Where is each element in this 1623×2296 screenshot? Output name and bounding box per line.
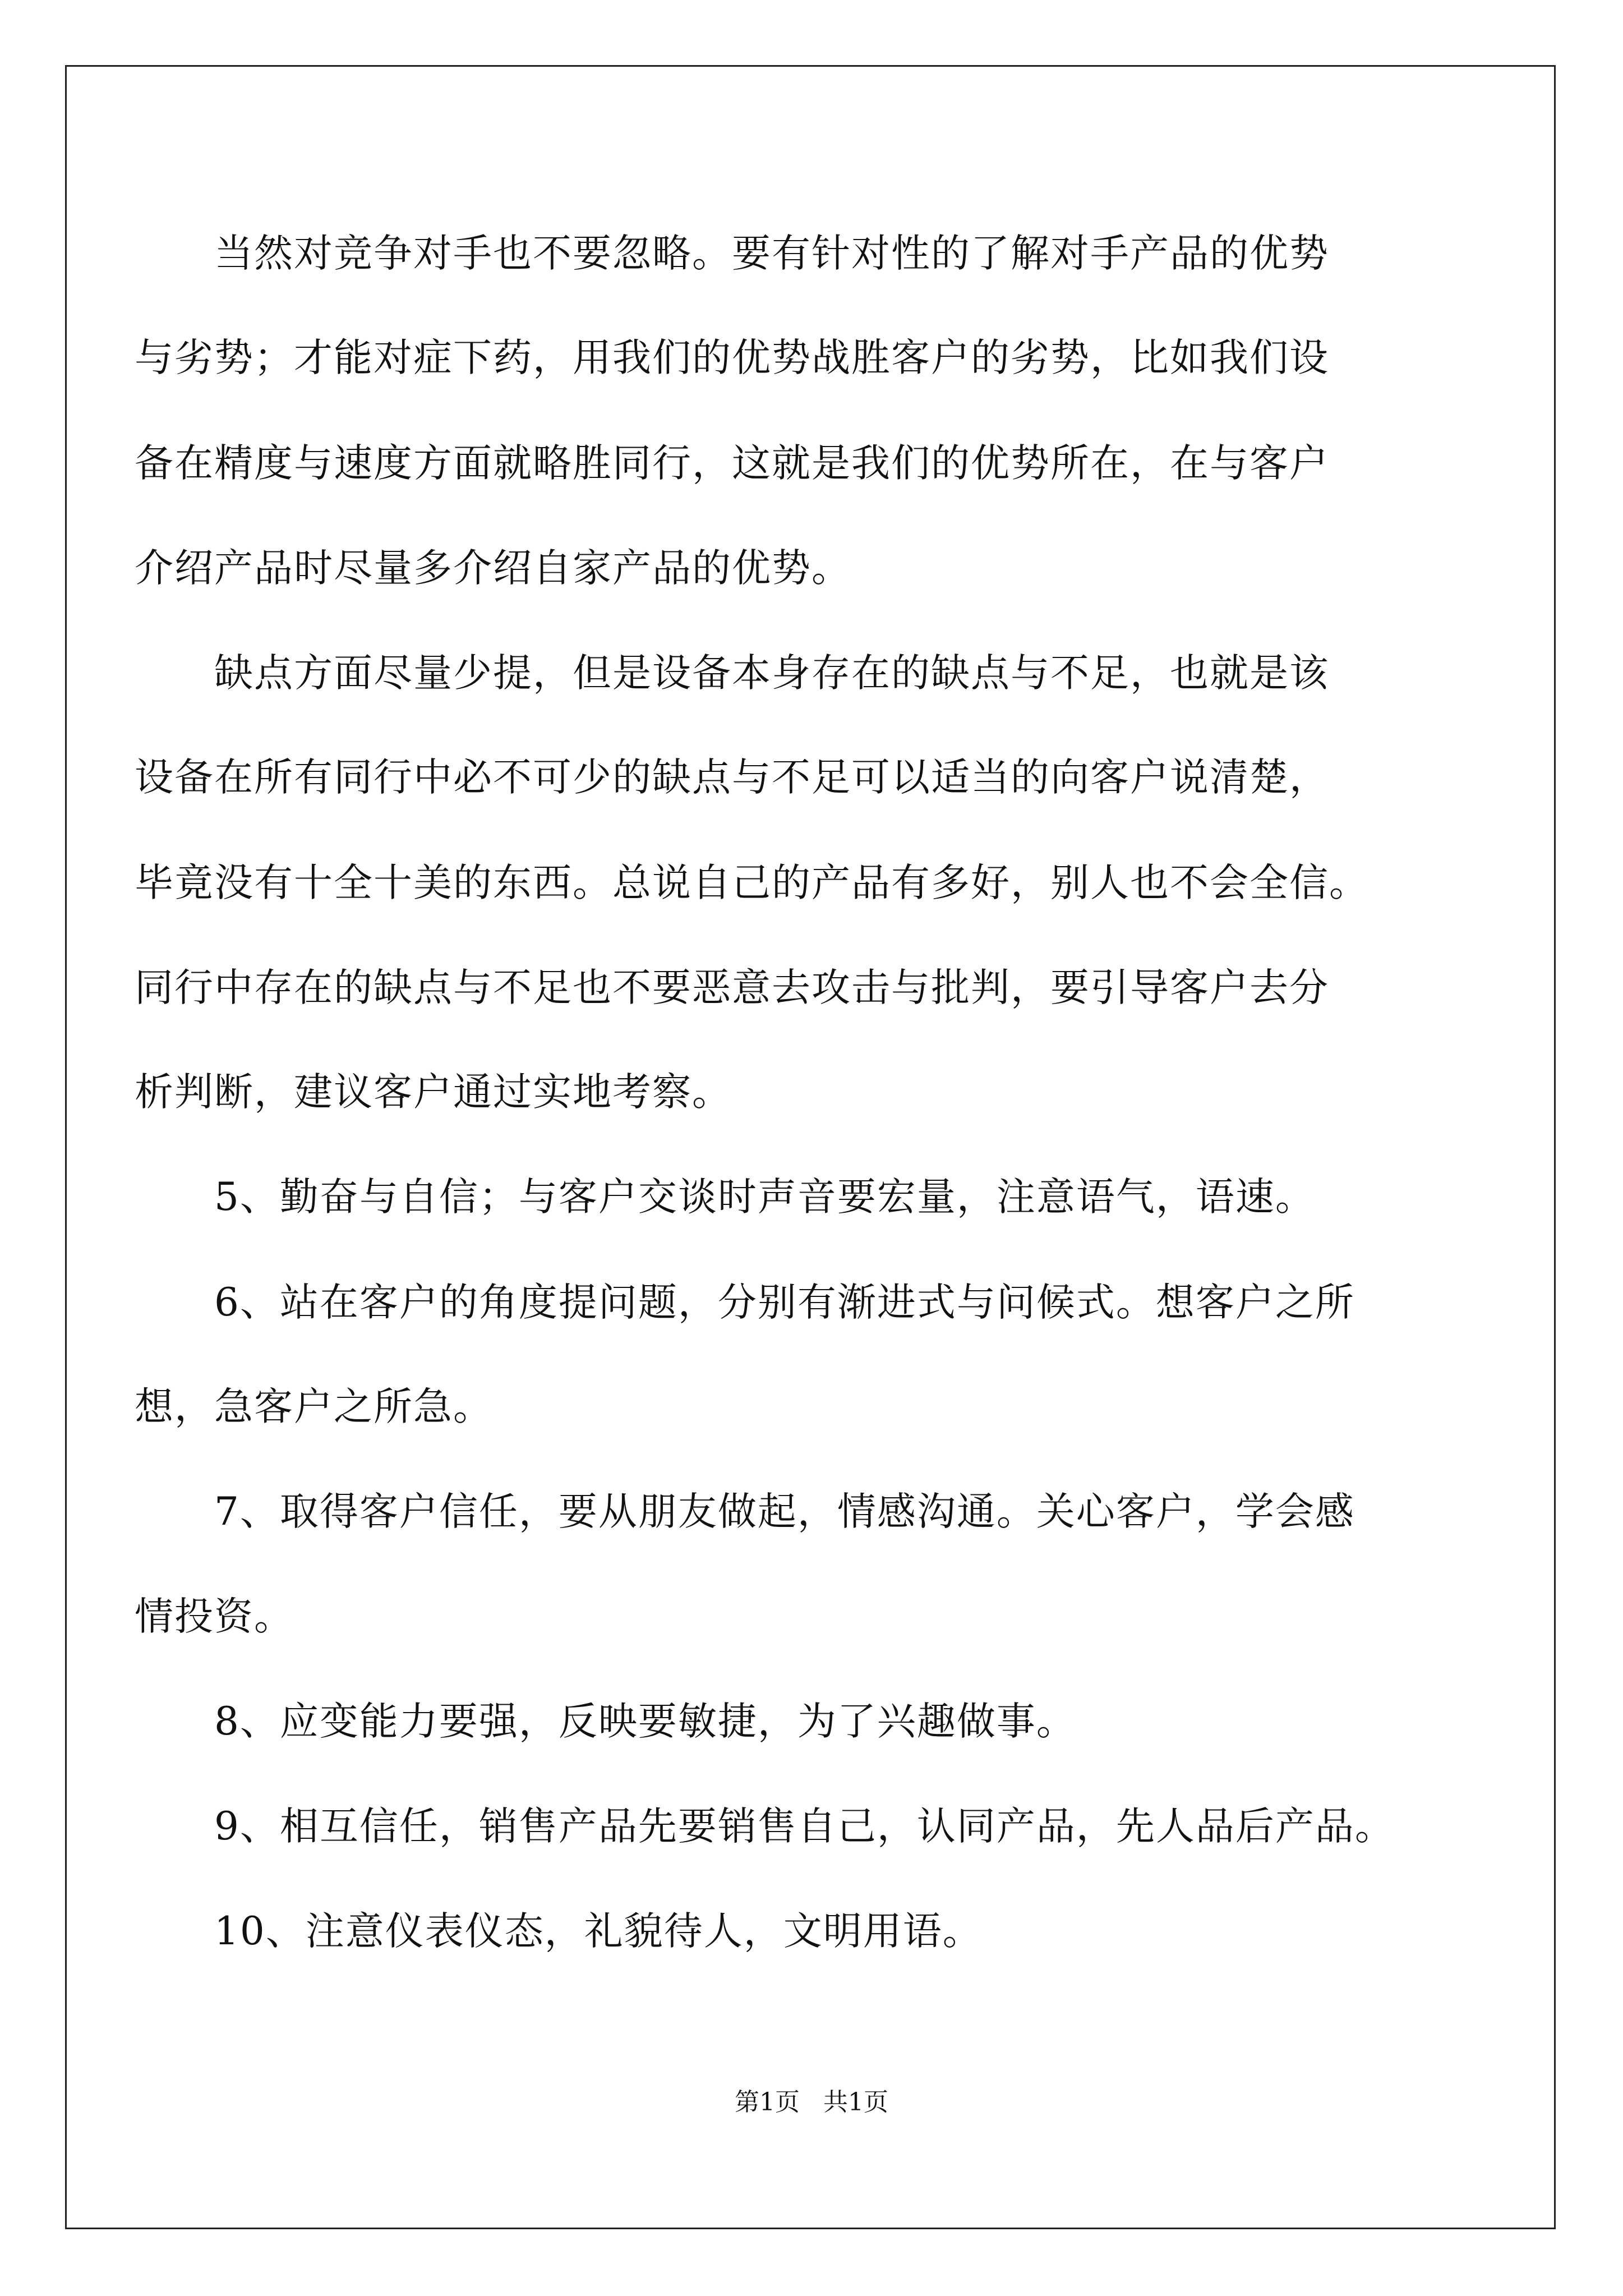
page-border	[65, 65, 1556, 2229]
text-line: 与劣势；才能对症下药，用我们的优势战胜客户的劣势，比如我们设	[135, 335, 1329, 380]
text-line: 8、应变能力要强，反映要敏捷，为了兴趣做事。	[135, 1699, 1076, 1744]
text-line: 介绍产品时尽量多介绍自家产品的优势。	[135, 546, 851, 591]
text-line: 同行中存在的缺点与不足也不要恶意去攻击与批判，要引导客户去分	[135, 965, 1329, 1010]
text-line: 缺点方面尽量少提，但是设备本身存在的缺点与不足，也就是该	[135, 651, 1329, 696]
text-line: 9、相互信任，销售产品先要销售自己，认同产品，先人品后产品。	[135, 1804, 1395, 1849]
text-line: 设备在所有同行中必不可少的缺点与不足可以适当的向客户说清楚，	[135, 755, 1329, 800]
text-line: 情投资。	[135, 1594, 294, 1639]
page-total: 共1页	[823, 2088, 888, 2116]
text-line: 6、站在客户的角度提问题，分别有渐进式与问候式。想客户之所	[135, 1280, 1355, 1325]
text-line: 7、取得客户信任，要从朋友做起，情感沟通。关心客户，学会感	[135, 1489, 1355, 1534]
text-line: 备在精度与速度方面就略胜同行，这就是我们的优势所在，在与客户	[135, 441, 1329, 486]
text-line: 毕竟没有十全十美的东西。总说自己的产品有多好，别人也不会全信。	[135, 861, 1369, 905]
text-line: 析判断，建议客户通过实地考察。	[135, 1070, 732, 1115]
text-line: 想，急客户之所急。	[135, 1384, 493, 1429]
text-line: 5、勤奋与自信；与客户交谈时声音要宏量，注意语气，语速。	[135, 1175, 1315, 1220]
text-line: 当然对竞争对手也不要忽略。要有针对性的了解对手产品的优势	[135, 231, 1329, 276]
text-line: 10、注意仪表仪态，礼貌待人，文明用语。	[135, 1909, 983, 1954]
page-number: 第1页	[735, 2088, 800, 2116]
page-footer	[0, 2088, 1623, 2116]
